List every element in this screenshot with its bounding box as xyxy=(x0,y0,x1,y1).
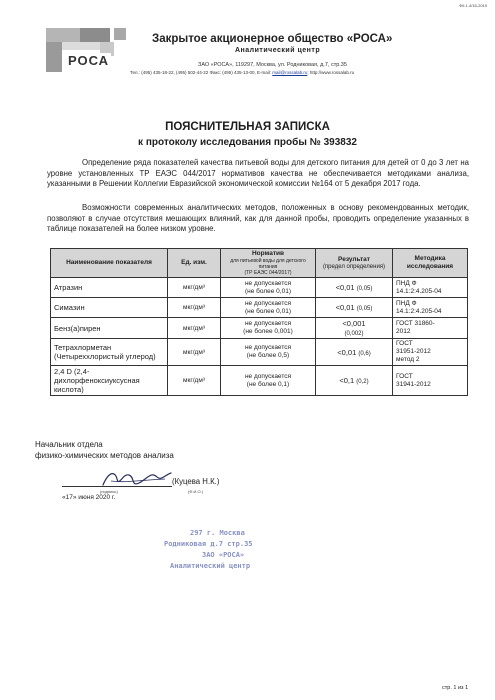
method-line-1: ПНД Ф xyxy=(396,279,417,287)
header-unit: Ед. изм. xyxy=(168,249,221,278)
norm-limit: (не более 0,01) xyxy=(244,287,291,295)
header-norm-ref: (ТР ЕАЭС 044/2017) xyxy=(244,270,292,276)
header-method xyxy=(393,249,468,278)
cell-unit: мкг/дм³ xyxy=(168,298,221,318)
method-line-2: 31941-2012 xyxy=(396,380,431,388)
norm-limit: (не более 0,1) xyxy=(246,380,290,388)
header-method-sub: исследования xyxy=(406,263,454,270)
cell-result xyxy=(316,298,393,318)
cell-unit: мкг/дм³ xyxy=(168,366,221,396)
header-result-sub: (предел определения) xyxy=(322,264,386,270)
result-value: <0,1 xyxy=(339,376,355,385)
header-method-title: Методика xyxy=(414,255,446,262)
header-result xyxy=(316,249,393,278)
table-row xyxy=(51,278,468,298)
company-name: Закрытое акционерное общество «РОСА» xyxy=(152,33,393,45)
cell-unit: мкг/дм³ xyxy=(168,318,221,339)
result-limit: (0,05) xyxy=(356,306,373,312)
company-address: ЗАО «РОСА», 119297, Москва, ул. Родниковая, д.7, стр.35 xyxy=(198,62,347,68)
signatory-title-line-1: Начальник отдела xyxy=(35,440,103,449)
norm-text: не допускается xyxy=(244,344,292,351)
cell-norm xyxy=(221,339,316,366)
table-row xyxy=(51,298,468,318)
form-code: Ф6.1.4/15-2019 xyxy=(459,3,487,8)
page-number: стр. 1 из 1 xyxy=(442,685,469,691)
company-logo xyxy=(40,26,132,76)
table-header-row xyxy=(51,249,468,278)
cell-result xyxy=(316,278,393,298)
document-subtitle: к протоколу исследования пробы № 393832 xyxy=(138,137,357,148)
table-row xyxy=(51,339,468,366)
norm-text: не допускается xyxy=(244,279,292,287)
stamp-line-4: Аналитический центр xyxy=(170,562,251,570)
table-row xyxy=(51,318,468,339)
norm-text: не допускается xyxy=(244,320,292,327)
company-contacts: Тел.: (495) 435-18-22, (495) 502-44-22 Факс: (495) 435-13-00, E-mail: mail@rossalab.ru; http://www.rossalab.ru xyxy=(130,70,355,75)
norm-limit: (не более 0,001) xyxy=(243,328,293,335)
results-table xyxy=(50,248,468,396)
rosa-logo-icon xyxy=(40,26,132,76)
norm-limit: (не более 0,5) xyxy=(246,352,290,359)
cell-method xyxy=(393,366,468,396)
site-link[interactable]: http://www.rossalab.ru xyxy=(309,70,355,75)
cell-norm xyxy=(221,366,316,396)
result-value: <0,001 xyxy=(342,319,366,328)
cell-norm xyxy=(221,318,316,339)
signatory-title xyxy=(35,439,174,461)
header-norm-title: Норматив xyxy=(251,250,285,257)
method-line-1: ГОСТ xyxy=(396,372,413,380)
stamp-line-2: Родниковая д.7 стр.35 xyxy=(164,540,253,548)
company-subtitle: Аналитический центр xyxy=(235,47,321,54)
result-value: <0,01 xyxy=(335,283,355,292)
signature-line xyxy=(62,486,172,487)
cell-name: Тетрахлорметан (Четыреххлористый углерод) xyxy=(51,339,168,366)
cell-unit: мкг/дм³ xyxy=(168,339,221,366)
cell-result xyxy=(316,366,393,396)
cell-name: 2,4 D (2,4-дихлорфеноксиуксусная кислота) xyxy=(51,366,168,396)
cell-method xyxy=(393,339,468,366)
method-line-2: 14.1:2:4.205-04 xyxy=(396,307,442,315)
document-title: ПОЯСНИТЕЛЬНАЯ ЗАПИСКА xyxy=(165,121,330,133)
header-result-title: Результат xyxy=(338,256,370,263)
method-line-3: метод 2 xyxy=(396,356,420,363)
norm-text: не допускается xyxy=(244,372,292,380)
cell-name: Атразин xyxy=(51,278,168,298)
caption-signature: (подпись) xyxy=(100,489,118,494)
email-link[interactable]: mail@rossalab.ru xyxy=(272,70,308,75)
paragraph-1: Определение ряда показателей качества питьевой воды для детского питания для детей от 0 до 3 лет на уровне установленных ТР ЕАЭС 044/2017 нормативов качества не обеспечивается методиками анализа, указанными в Решении Коллегии Евразийской экономической комиссии №164 от 5 декабря 2017 года. xyxy=(47,158,469,188)
result-limit: (0,05) xyxy=(356,286,373,292)
contacts-text: Тел.: (495) 435-18-22, (495) 502-44-22 Факс: (495) 435-13-00, E-mail: xyxy=(130,70,273,75)
caption-fio: (Ф.И.О.) xyxy=(188,489,204,494)
signatory-name: (Куцева Н.К.) xyxy=(172,477,220,486)
stamp-line-3: ЗАО «РОСА» xyxy=(202,551,245,559)
table-row xyxy=(51,366,468,396)
logo-text: РОСА xyxy=(68,53,110,68)
cell-unit: мкг/дм³ xyxy=(168,278,221,298)
header-norm xyxy=(221,249,316,278)
method-line-2: 31951-2012 xyxy=(396,348,431,355)
header-name: Наименование показателя xyxy=(51,249,168,278)
norm-limit: (не более 0,01) xyxy=(244,307,291,315)
company-stamp xyxy=(160,528,305,578)
paragraph-2: Возможности современных аналитических методов, положенных в основу рекомендованных методик, позволяют в случае отсутствия мешающих влияний, как для данной пробы, проводить определение указанных в таблице показателей на более низком уровне. xyxy=(47,203,469,233)
header-norm-sub: для питьевой воды для детского питания xyxy=(230,258,306,270)
result-limit: (0,2) xyxy=(356,379,369,385)
result-limit: (0,002) xyxy=(344,331,364,337)
cell-method xyxy=(393,278,468,298)
result-value: <0,01 xyxy=(337,347,357,357)
method-line-1: ГОСТ xyxy=(396,340,413,347)
method-line-1: ПНД Ф xyxy=(396,299,417,307)
method-line-1: ГОСТ 31860- xyxy=(396,320,435,327)
signature-date: «17» июня 2020 г. xyxy=(62,494,116,501)
result-limit: (0,6) xyxy=(358,350,371,357)
cell-name: Симазин xyxy=(51,298,168,318)
cell-norm xyxy=(221,298,316,318)
stamp-line-1: 297 г. Москва xyxy=(190,529,245,537)
cell-norm xyxy=(221,278,316,298)
cell-name: Бенз(а)пирен xyxy=(51,318,168,339)
result-value: <0,01 xyxy=(335,303,355,312)
norm-text: не допускается xyxy=(244,299,292,307)
method-line-2: 2012 xyxy=(396,328,411,335)
cell-method xyxy=(393,298,468,318)
cell-method xyxy=(393,318,468,339)
cell-result xyxy=(316,318,393,339)
signatory-title-line-2: физико-химических методов анализа xyxy=(35,451,174,460)
cell-result xyxy=(316,339,393,366)
method-line-2: 14.1:2:4.205-04 xyxy=(396,287,442,295)
